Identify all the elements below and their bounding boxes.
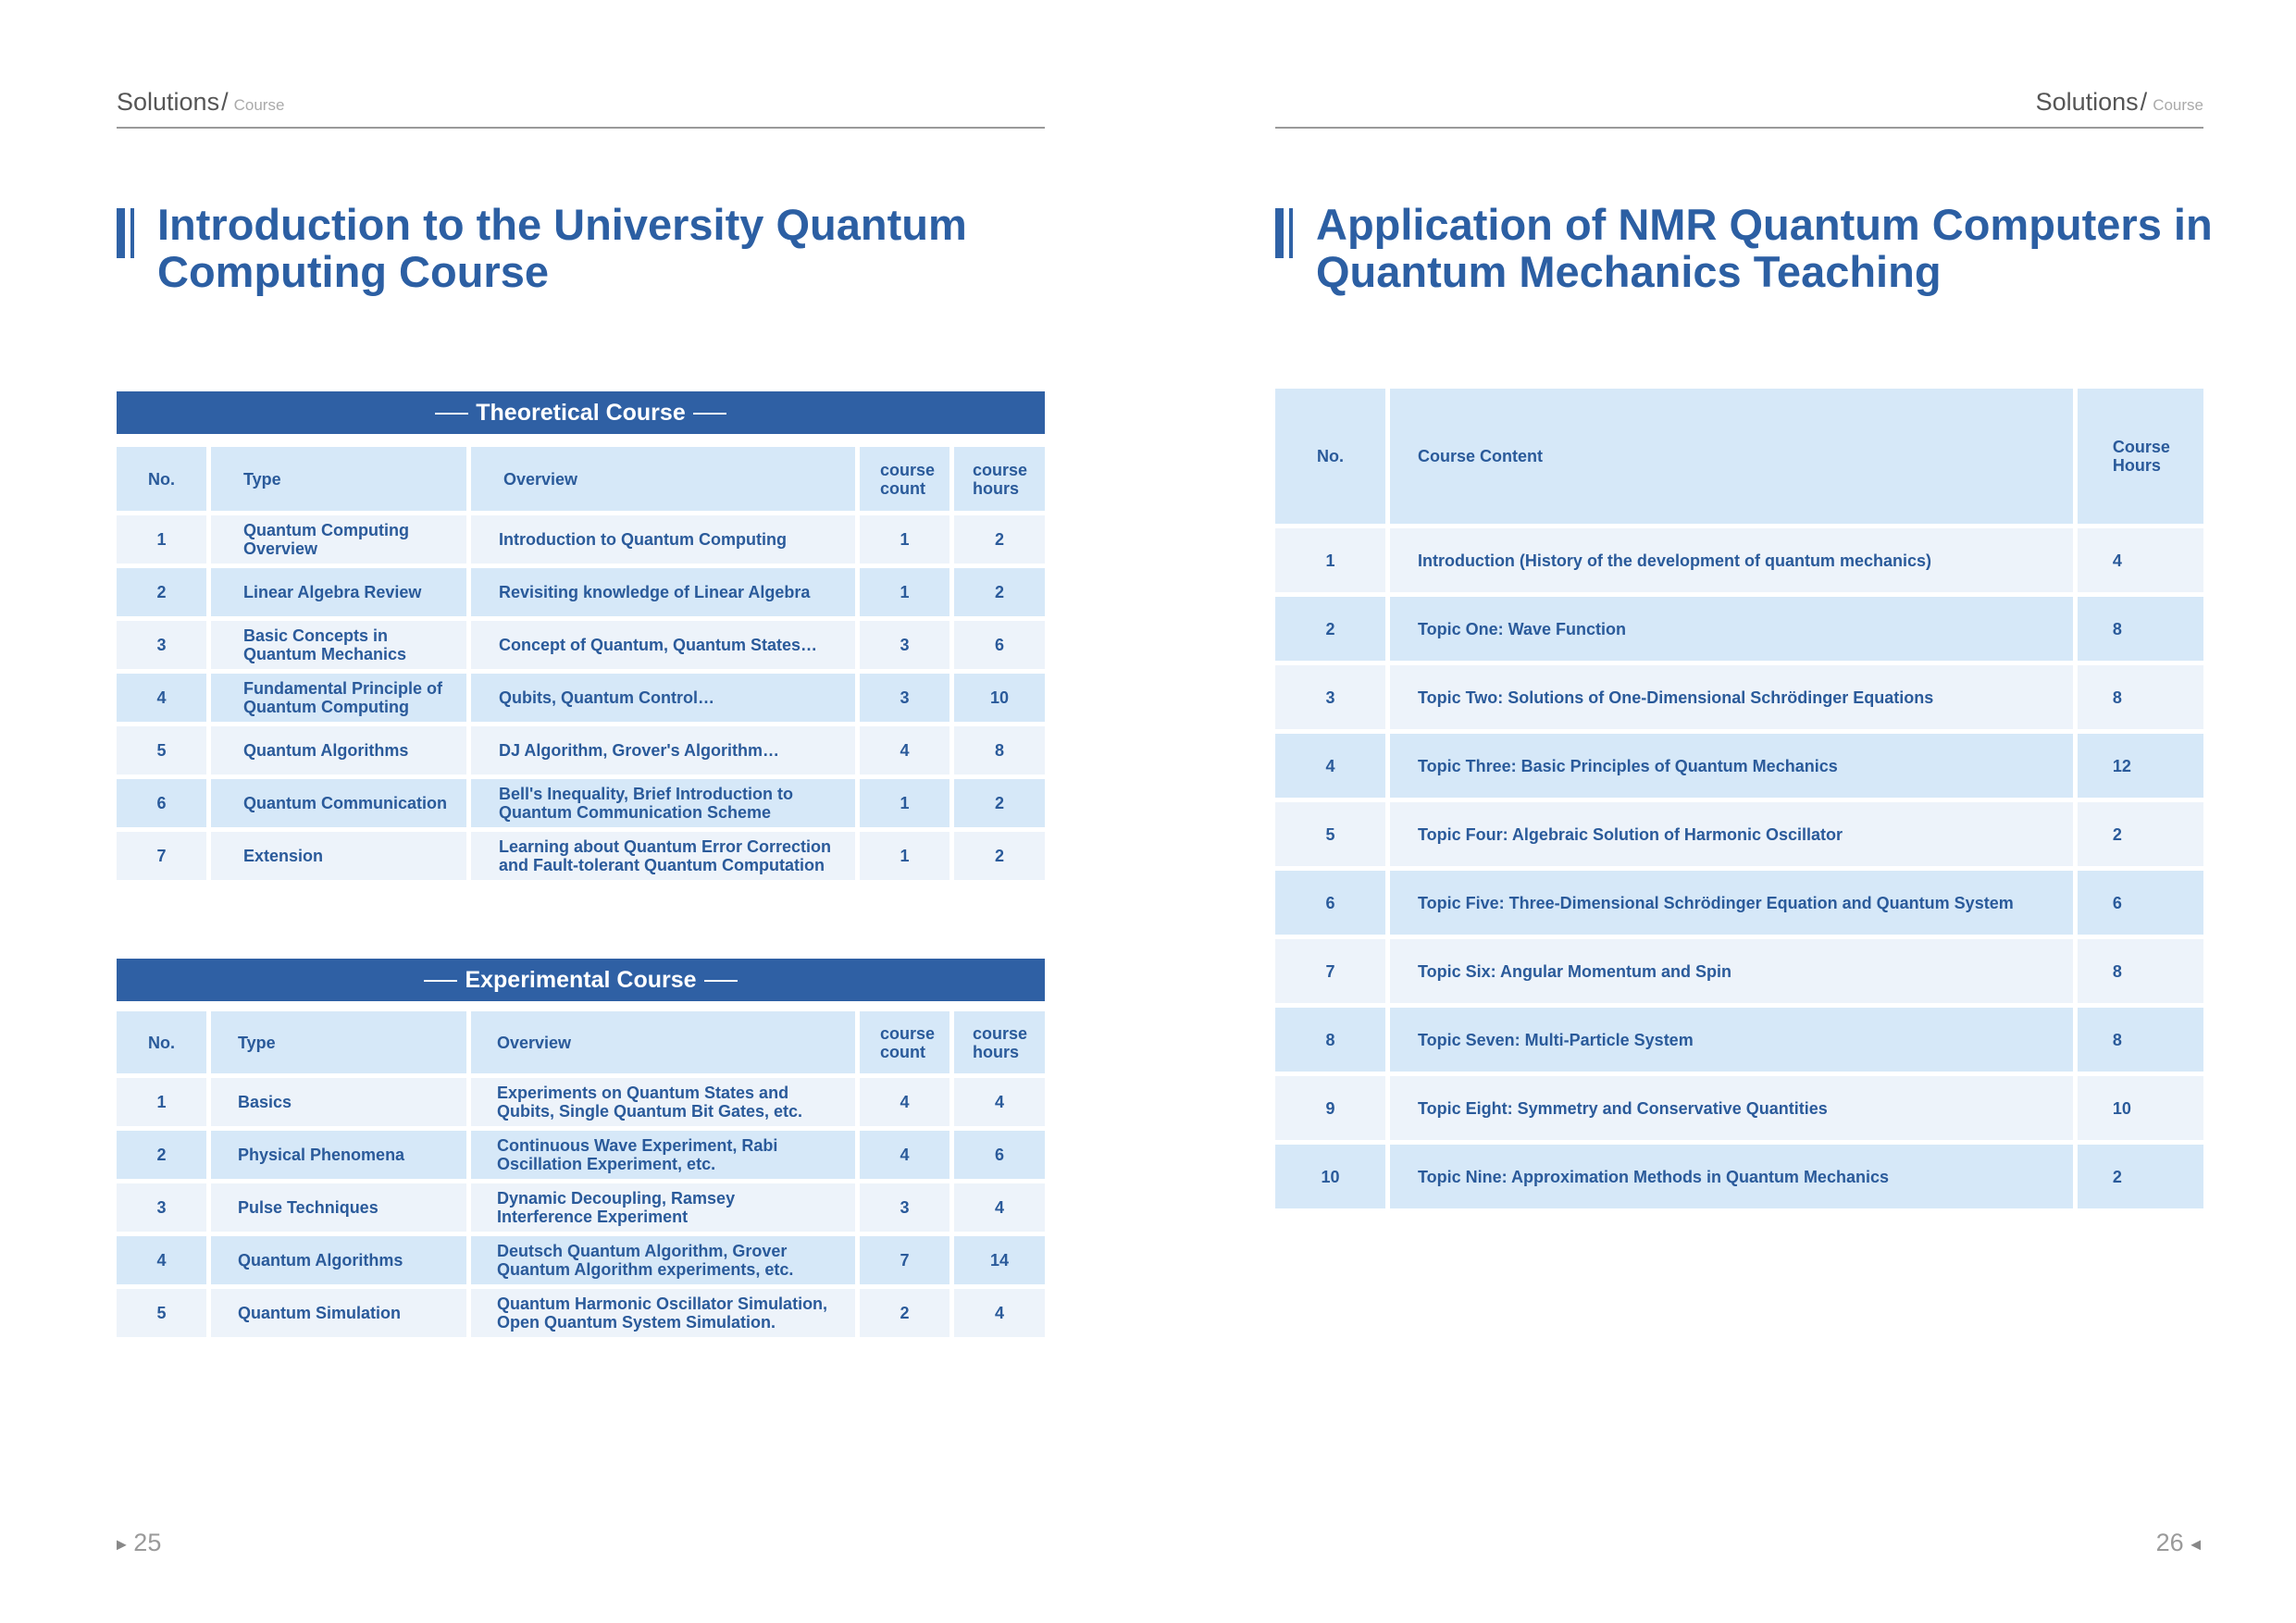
table-cell: 2 xyxy=(2078,802,2203,866)
header-subsection: Course xyxy=(2153,96,2203,114)
table-cell: 9 xyxy=(1275,1076,1385,1140)
column-header: Overview xyxy=(471,1011,855,1073)
table-cell: 3 xyxy=(860,674,949,722)
table-cell: 2 xyxy=(117,1131,206,1179)
table-cell: Linear Algebra Review xyxy=(211,568,466,616)
table-cell: 3 xyxy=(860,1183,949,1232)
table-row xyxy=(117,621,1045,669)
page-title: Introduction to the University Quantum Computing Course xyxy=(157,200,967,296)
table-cell: Quantum Harmonic Oscillator Simulation, Open Quantum System Simulation. xyxy=(471,1289,855,1337)
page-number xyxy=(117,1529,161,1557)
page-number xyxy=(2156,1529,2201,1557)
right-page xyxy=(1148,0,2295,1623)
table-cell: 8 xyxy=(2078,665,2203,729)
column-header: No. xyxy=(1275,389,1385,524)
experimental-course-section xyxy=(117,959,1045,1337)
header-section: Solutions xyxy=(117,88,220,116)
table-cell: 2 xyxy=(954,568,1045,616)
table-cell: 1 xyxy=(1275,528,1385,592)
table-cell: Physical Phenomena xyxy=(211,1131,466,1179)
table-cell: 10 xyxy=(954,674,1045,722)
table-cell: Quantum Simulation xyxy=(211,1289,466,1337)
nmr-rows xyxy=(1275,528,2203,1208)
table-cell: Basic Concepts in Quantum Mechanics xyxy=(211,621,466,669)
table-cell: 10 xyxy=(1275,1145,1385,1208)
running-header xyxy=(117,88,1045,129)
table-cell: 4 xyxy=(954,1289,1045,1337)
table-row xyxy=(117,726,1045,774)
banner-dash-left xyxy=(435,413,468,415)
table-cell: 8 xyxy=(2078,1008,2203,1072)
table-cell: Quantum Communication xyxy=(211,779,466,827)
table-cell: Concept of Quantum, Quantum States… xyxy=(471,621,855,669)
table-cell: Topic Two: Solutions of One-Dimensional Schrödinger Equations xyxy=(1390,665,2073,729)
table-cell: 3 xyxy=(117,621,206,669)
section-banner xyxy=(117,391,1045,434)
column-header: Course Hours xyxy=(2078,389,2203,524)
table-cell: 6 xyxy=(954,1131,1045,1179)
table-row xyxy=(1275,871,2203,935)
table-cell: 5 xyxy=(117,726,206,774)
table-cell: 1 xyxy=(860,779,949,827)
table-row xyxy=(1275,665,2203,729)
experimental-rows xyxy=(117,1078,1045,1337)
table-cell: 4 xyxy=(860,1078,949,1126)
banner-dash-left xyxy=(424,980,457,982)
nmr-course-table xyxy=(1271,384,2208,1213)
table-row xyxy=(117,674,1045,722)
table-cell: 14 xyxy=(954,1236,1045,1284)
table-row xyxy=(117,515,1045,564)
table-row xyxy=(1275,528,2203,592)
column-header: course count xyxy=(860,1011,949,1073)
table-cell: Quantum Algorithms xyxy=(211,726,466,774)
table-cell: 1 xyxy=(860,515,949,564)
column-header: Type xyxy=(211,1011,466,1073)
table-row xyxy=(1275,734,2203,798)
page-number-value: 25 xyxy=(133,1529,162,1556)
table-cell: Revisiting knowledge of Linear Algebra xyxy=(471,568,855,616)
theoretical-course-table xyxy=(112,442,1049,885)
table-cell: 3 xyxy=(117,1183,206,1232)
table-cell: 4 xyxy=(860,726,949,774)
banner-label: Experimental Course xyxy=(465,967,697,993)
table-cell: 2 xyxy=(954,515,1045,564)
table-cell: 6 xyxy=(2078,871,2203,935)
table-cell: 7 xyxy=(860,1236,949,1284)
table-row xyxy=(117,568,1045,616)
table-cell: Topic Four: Algebraic Solution of Harmonic Oscillator xyxy=(1390,802,2073,866)
table-cell: 4 xyxy=(860,1131,949,1179)
table-cell: Topic One: Wave Function xyxy=(1390,597,2073,661)
table-cell: 4 xyxy=(117,1236,206,1284)
table-cell: 4 xyxy=(2078,528,2203,592)
table-cell: Introduction to Quantum Computing xyxy=(471,515,855,564)
banner-dash-right xyxy=(693,413,726,415)
section-banner xyxy=(117,959,1045,1001)
table-cell: Experiments on Quantum States and Qubits, Single Quantum Bit Gates, etc. xyxy=(471,1078,855,1126)
table-row xyxy=(1275,1008,2203,1072)
table-cell: 1 xyxy=(860,568,949,616)
table-cell: 3 xyxy=(860,621,949,669)
running-header xyxy=(1275,88,2203,129)
column-header: No. xyxy=(117,447,206,511)
table-cell: 6 xyxy=(117,779,206,827)
title-accent-bar xyxy=(1275,208,1284,258)
table-row xyxy=(1275,1076,2203,1140)
column-header: Overview xyxy=(471,447,855,511)
table-cell: Continuous Wave Experiment, Rabi Oscillation Experiment, etc. xyxy=(471,1131,855,1179)
table-cell: Topic Six: Angular Momentum and Spin xyxy=(1390,939,2073,1003)
table-row xyxy=(1275,939,2203,1003)
table-row xyxy=(117,832,1045,880)
table-cell: 8 xyxy=(954,726,1045,774)
table-cell: Topic Seven: Multi-Particle System xyxy=(1390,1008,2073,1072)
table-cell: DJ Algorithm, Grover's Algorithm… xyxy=(471,726,855,774)
table-cell: 2 xyxy=(954,779,1045,827)
table-cell: 4 xyxy=(954,1183,1045,1232)
table-cell: 4 xyxy=(954,1078,1045,1126)
table-cell: Introduction (History of the development of quantum mechanics) xyxy=(1390,528,2073,592)
table-cell: Fundamental Principle of Quantum Computing xyxy=(211,674,466,722)
table-cell: 2 xyxy=(1275,597,1385,661)
table-row xyxy=(117,1183,1045,1232)
table-cell: Basics xyxy=(211,1078,466,1126)
table-cell: 8 xyxy=(1275,1008,1385,1072)
title-accent-bar-thin xyxy=(1289,208,1293,258)
table-cell: Qubits, Quantum Control… xyxy=(471,674,855,722)
table-cell: 8 xyxy=(2078,939,2203,1003)
table-cell: 8 xyxy=(2078,597,2203,661)
title-accent-bar-thin xyxy=(130,208,134,258)
banner-dash-right xyxy=(704,980,738,982)
table-cell: Topic Eight: Symmetry and Conservative Quantities xyxy=(1390,1076,2073,1140)
table-row xyxy=(117,1236,1045,1284)
experimental-course-table xyxy=(112,1007,1049,1342)
table-row xyxy=(1275,802,2203,866)
table-cell: 1 xyxy=(117,515,206,564)
table-cell: 4 xyxy=(117,674,206,722)
table-cell: Bell's Inequality, Brief Introduction to Quantum Communication Scheme xyxy=(471,779,855,827)
header-separator: / xyxy=(2140,88,2148,116)
theoretical-course-section xyxy=(117,391,1045,880)
header-subsection: Course xyxy=(233,96,285,114)
page-number-value: 26 xyxy=(2155,1529,2184,1556)
table-cell: Topic Nine: Approximation Methods in Quantum Mechanics xyxy=(1390,1145,2073,1208)
table-cell: 7 xyxy=(1275,939,1385,1003)
table-cell: Topic Three: Basic Principles of Quantum Mechanics xyxy=(1390,734,2073,798)
triangle-right-icon: ▶ xyxy=(117,1536,127,1552)
table-cell: Quantum Computing Overview xyxy=(211,515,466,564)
table-cell: Topic Five: Three-Dimensional Schrödinger Equation and Quantum System xyxy=(1390,871,2073,935)
banner-label: Theoretical Course xyxy=(476,400,686,426)
table-cell: Pulse Techniques xyxy=(211,1183,466,1232)
table-cell: 10 xyxy=(2078,1076,2203,1140)
column-header: No. xyxy=(117,1011,206,1073)
table-cell: Extension xyxy=(211,832,466,880)
table-cell: Quantum Algorithms xyxy=(211,1236,466,1284)
table-row xyxy=(1275,597,2203,661)
table-row xyxy=(117,1289,1045,1337)
table-cell: 6 xyxy=(1275,871,1385,935)
table-cell: 2 xyxy=(2078,1145,2203,1208)
title-accent-bar xyxy=(117,208,125,258)
table-cell: Learning about Quantum Error Correction and Fault-tolerant Quantum Computation xyxy=(471,832,855,880)
table-cell: 2 xyxy=(954,832,1045,880)
triangle-left-icon: ◀ xyxy=(2191,1536,2201,1552)
table-row xyxy=(1275,1145,2203,1208)
table-cell: 1 xyxy=(860,832,949,880)
column-header: Type xyxy=(211,447,466,511)
page-title: Application of NMR Quantum Computers in Quantum Mechanics Teaching xyxy=(1316,200,2213,296)
table-row xyxy=(117,1078,1045,1126)
column-header: Course Content xyxy=(1390,389,2073,524)
table-cell: 12 xyxy=(2078,734,2203,798)
header-separator: / xyxy=(221,88,229,116)
table-cell: 7 xyxy=(117,832,206,880)
column-header: course hours xyxy=(954,447,1045,511)
table-cell: 5 xyxy=(117,1289,206,1337)
theoretical-rows xyxy=(117,515,1045,880)
table-cell: Dynamic Decoupling, Ramsey Interference Experiment xyxy=(471,1183,855,1232)
table-cell: 6 xyxy=(954,621,1045,669)
table-row xyxy=(117,1131,1045,1179)
table-cell: 2 xyxy=(117,568,206,616)
column-header: course hours xyxy=(954,1011,1045,1073)
table-row xyxy=(117,779,1045,827)
table-cell: 3 xyxy=(1275,665,1385,729)
table-cell: 2 xyxy=(860,1289,949,1337)
column-header: course count xyxy=(860,447,949,511)
table-cell: 4 xyxy=(1275,734,1385,798)
nmr-course-section xyxy=(1275,389,2203,1208)
table-cell: 1 xyxy=(117,1078,206,1126)
table-cell: 5 xyxy=(1275,802,1385,866)
header-section: Solutions xyxy=(2035,88,2139,116)
table-cell: Deutsch Quantum Algorithm, Grover Quantum Algorithm experiments, etc. xyxy=(471,1236,855,1284)
